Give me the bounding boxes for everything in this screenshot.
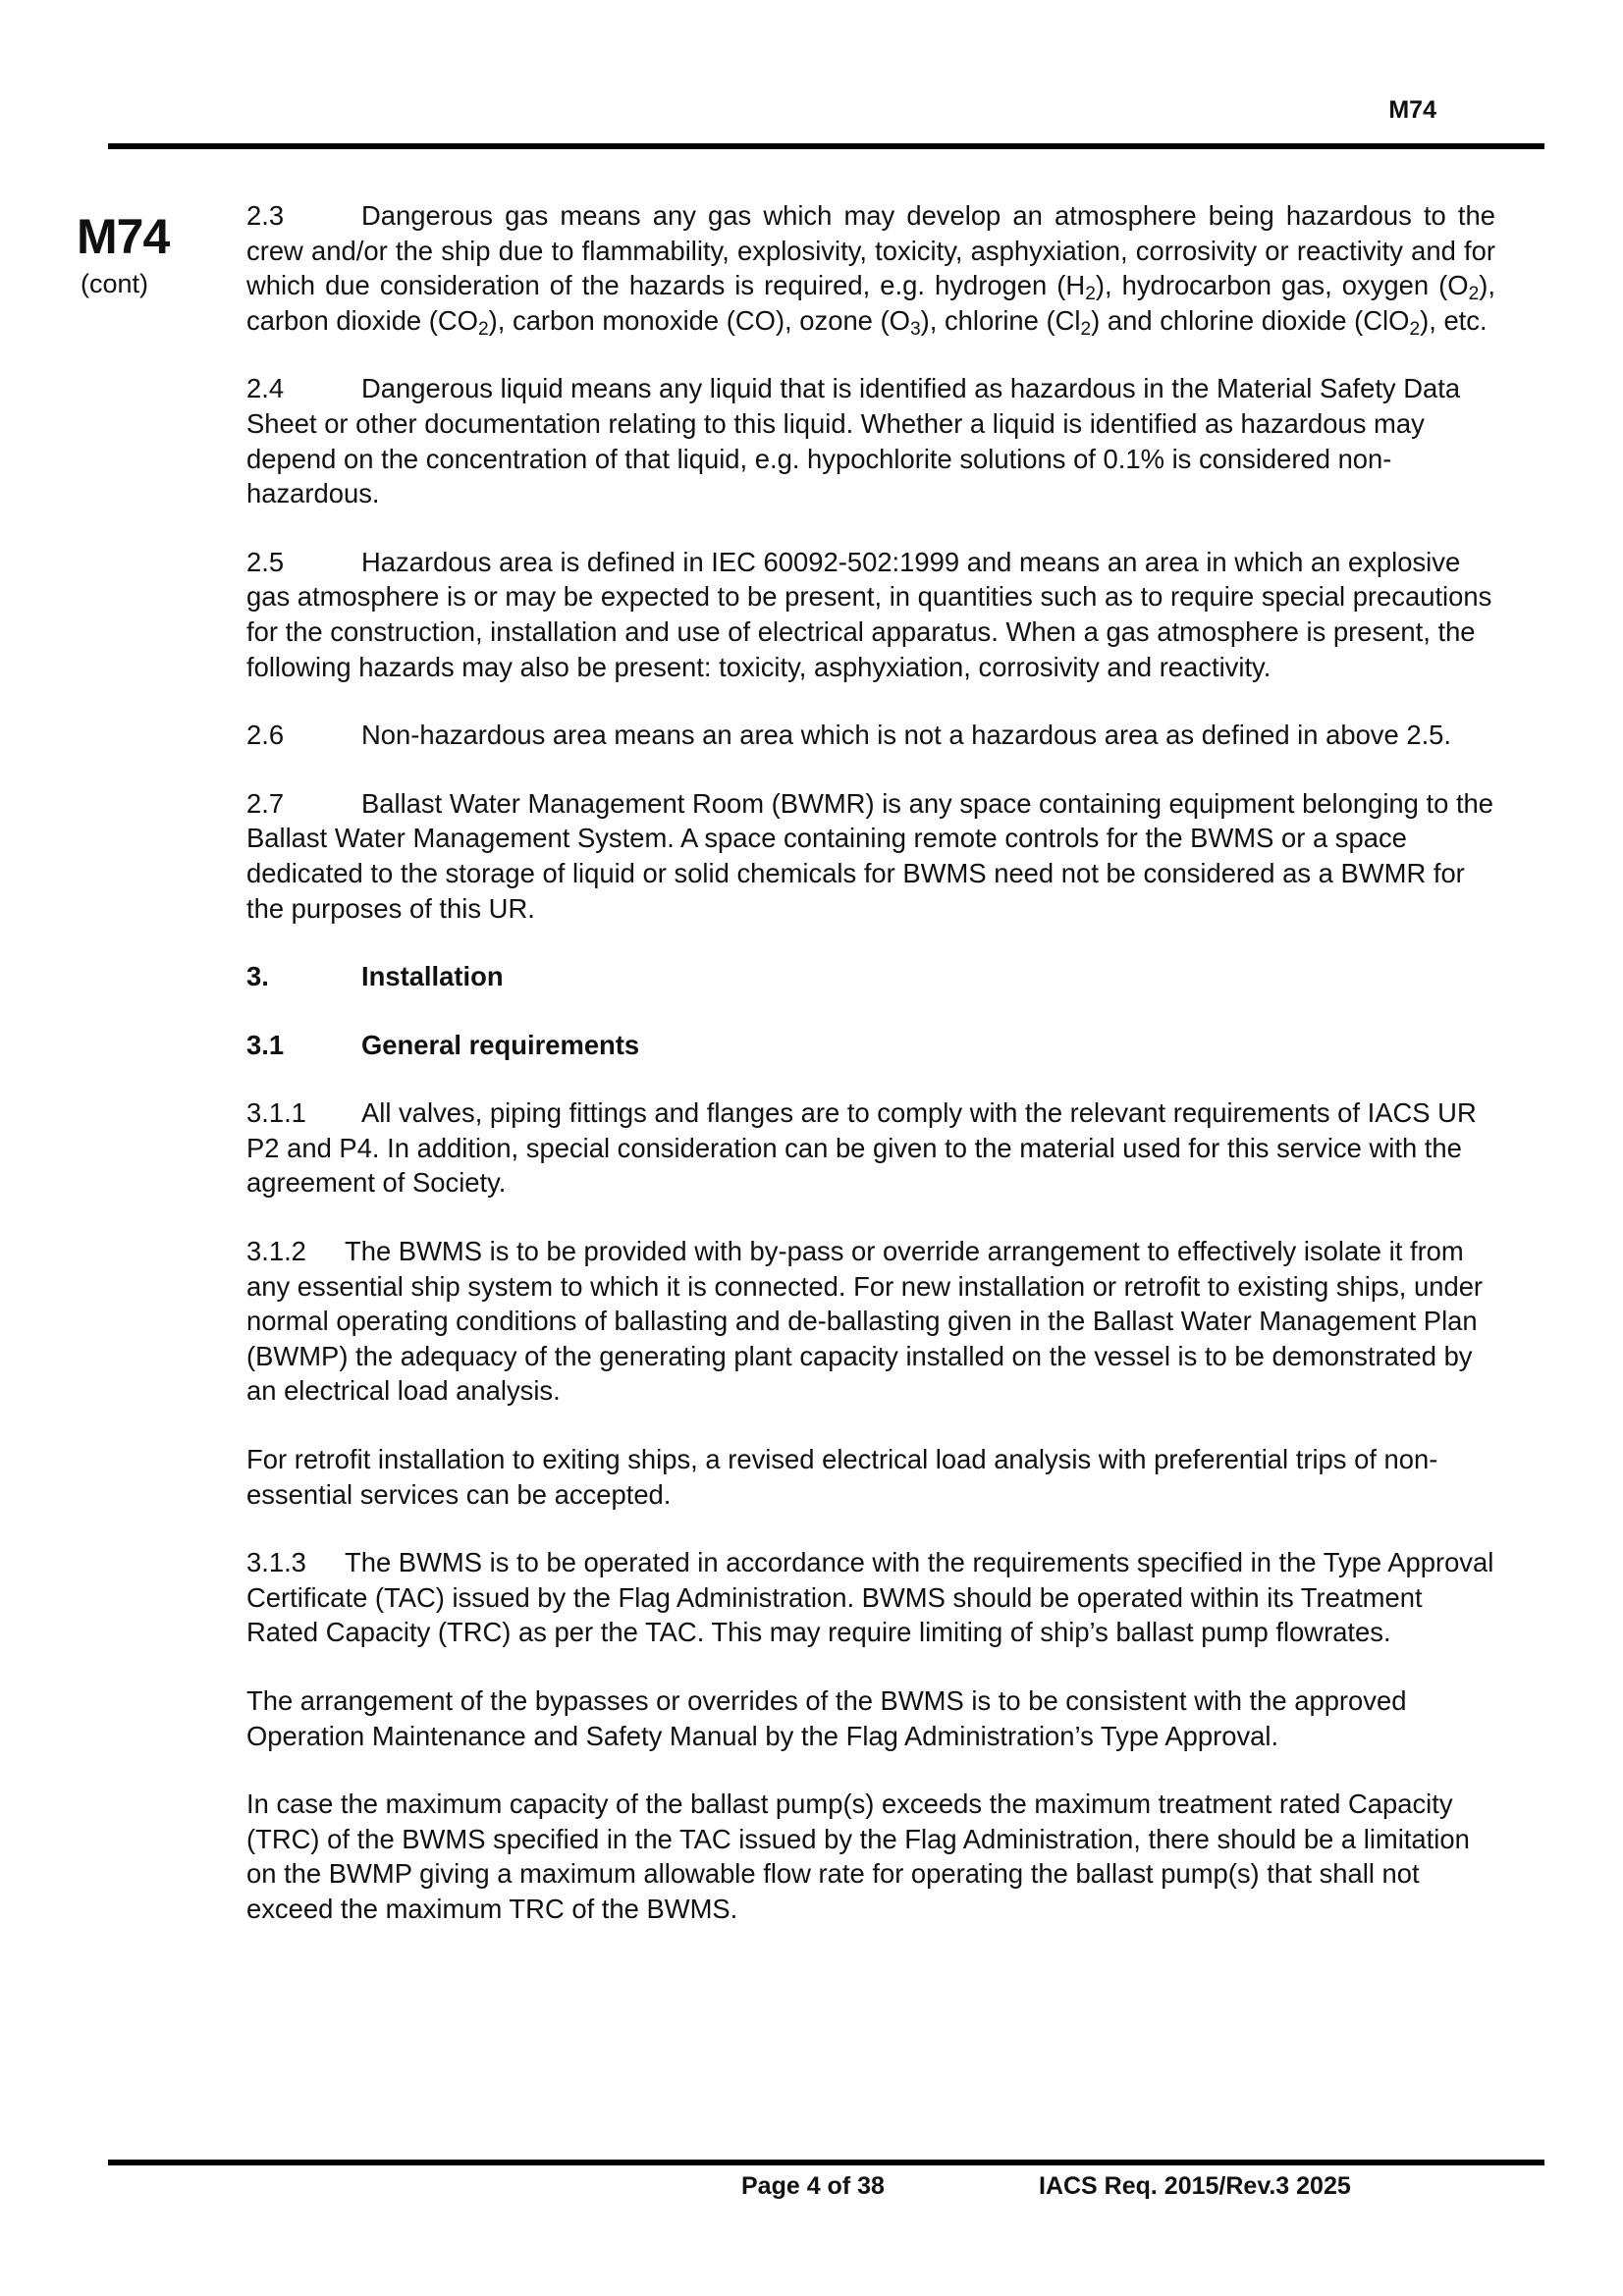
paragraph-number: 3.1.3 (246, 1547, 306, 1578)
heading-text: Installation (361, 961, 504, 992)
subscript: 2 (1085, 283, 1096, 304)
paragraph-number: 3.1.1 (246, 1097, 306, 1129)
paragraph-text: Ballast Water Management Room (BWMR) is any space containing equipment belonging to the Ballast Water Management System. A space containing remote controls for the BWMS or a space dedicated to the storage of liquid or solid chemicals for BWMS need not be considered as a BWMR for the purposes of this UR. (246, 787, 1494, 924)
section-heading-3 (246, 959, 1495, 994)
subscript: 2 (1409, 318, 1421, 340)
paragraph-2-3 (246, 198, 1495, 338)
paragraph-text: Hazardous area is defined in IEC 60092-502:1999 and means an area in which an explosive gas atmosphere is or may be expected to be present, in quantities such as to require special precautions for the construction, installation and use of electrical apparatus. When a gas atmosphere is present, the following hazards may also be present: toxicity, asphyxiation, corrosivity and reactivity. (246, 546, 1492, 682)
paragraph-2-4 (246, 371, 1495, 510)
text-segment: ), carbon dioxide (CO (246, 270, 1495, 336)
footer-rule (108, 2160, 1544, 2165)
paragraph-text: All valves, piping fittings and flanges are to comply with the relevant requirements of IACS UR P2 and P4. In addition, special consideration can be given to the material used for this service with the agreement of Society. (246, 1097, 1477, 1199)
paragraph-2-7 (246, 786, 1495, 926)
text-segment: ), chlorine (Cl (920, 304, 1081, 336)
section-heading-3-1 (246, 1028, 1495, 1063)
sidebar-cont: (cont) (81, 269, 149, 298)
header-code: M74 (1388, 96, 1436, 124)
subscript: 2 (477, 318, 489, 340)
paragraph-number: 2.4 (246, 373, 285, 404)
paragraph-number: 2.7 (246, 787, 285, 819)
subscript: 3 (909, 318, 921, 340)
heading-number: 3. (246, 961, 269, 992)
paragraph-number: 2.3 (246, 200, 285, 231)
paragraph-2-6 (246, 718, 1495, 753)
paragraph-number: 2.6 (246, 720, 285, 751)
document-body (246, 198, 1495, 1960)
paragraph-3-1-3 (246, 1545, 1495, 1650)
paragraph-number: 2.5 (246, 546, 285, 577)
header-rule (108, 143, 1544, 149)
text-segment: ) and chlorine dioxide (ClO (1091, 304, 1410, 336)
text-segment: ), hydrocarbon gas, oxygen (O (1095, 270, 1469, 301)
paragraph-3-1-3-capacity: In case the maximum capacity of the ballast pump(s) exceeds the maximum treatment rated Capacity (TRC) of the BWMS specified in the TAC issued by the Flag Administration, there should be a limitation on the BWMP giving a maximum allowable flow rate for operating the ballast pump(s) that shall not exceed the maximum TRC of the BWMS. (246, 1789, 1470, 1924)
footer-document-ref: IACS Req. 2015/Rev.3 2025 (1039, 2172, 1351, 2200)
paragraph-text: Dangerous liquid means any liquid that is identified as hazardous in the Material Safety Data Sheet or other documentation relating to this liquid. Whether a liquid is identified as hazardous may depend on the concentration of that liquid, e.g. hypochlorite solutions of 0.1% is considered non-hazardous. (246, 373, 1461, 509)
paragraph-3-1-3-bypass: The arrangement of the bypasses or overrides of the BWMS is to be consistent with the approved Operation Maintenance and Safety Manual by the Flag Administration’s Type Approval. (246, 1685, 1407, 1751)
paragraph-text: Non-hazardous area means an area which is not a hazardous area as defined in above 2.5. (361, 720, 1452, 751)
subscript: 2 (1080, 318, 1092, 340)
text-segment: ), etc. (1420, 304, 1488, 336)
paragraph-3-1-2-continued: For retrofit installation to exiting ships, a revised electrical load analysis with preferential trips of non-essential services can be accepted. (246, 1444, 1438, 1510)
paragraph-text: The BWMS is to be provided with by-pass or override arrangement to effectively isolate it from any essential ship system to which it is connected. For new installation or retrofit to existing ships, under normal operating conditions of ballasting and de-ballasting given in the Ballast Water Management Plan (BWMP) the adequacy of the generating plant capacity installed on the vessel is to be demonstrated by an electrical load analysis. (246, 1236, 1484, 1407)
text-segment: Dangerous gas means any gas which may develop an atmosphere being hazardous to the crew and/or the ship due to flammability, explosivity, toxicity, asphyxiation, corrosivity or reactivity and for which due consideration of the hazards is required, e.g. hydrogen (H (246, 200, 1495, 301)
paragraph-3-1-1 (246, 1095, 1495, 1201)
heading-number: 3.1 (246, 1029, 285, 1060)
subscript: 2 (1468, 283, 1480, 304)
text-segment: ), carbon monoxide (CO), ozone (O (488, 304, 910, 336)
paragraph-text: The BWMS is to be operated in accordance with the requirements specified in the Type Approval Certificate (TAC) issued by the Flag Administration. BWMS should be operated within its Treatment Rated Capacity (TRC) as per the TAC. This may require limiting of ship’s ballast pump flowrates. (246, 1547, 1494, 1648)
sidebar-code: M74 (77, 209, 170, 264)
paragraph-2-5 (246, 545, 1495, 684)
paragraph-3-1-2 (246, 1234, 1495, 1409)
paragraph-number: 3.1.2 (246, 1236, 306, 1267)
footer-page-number: Page 4 of 38 (741, 2172, 885, 2200)
heading-text: General requirements (361, 1029, 640, 1060)
